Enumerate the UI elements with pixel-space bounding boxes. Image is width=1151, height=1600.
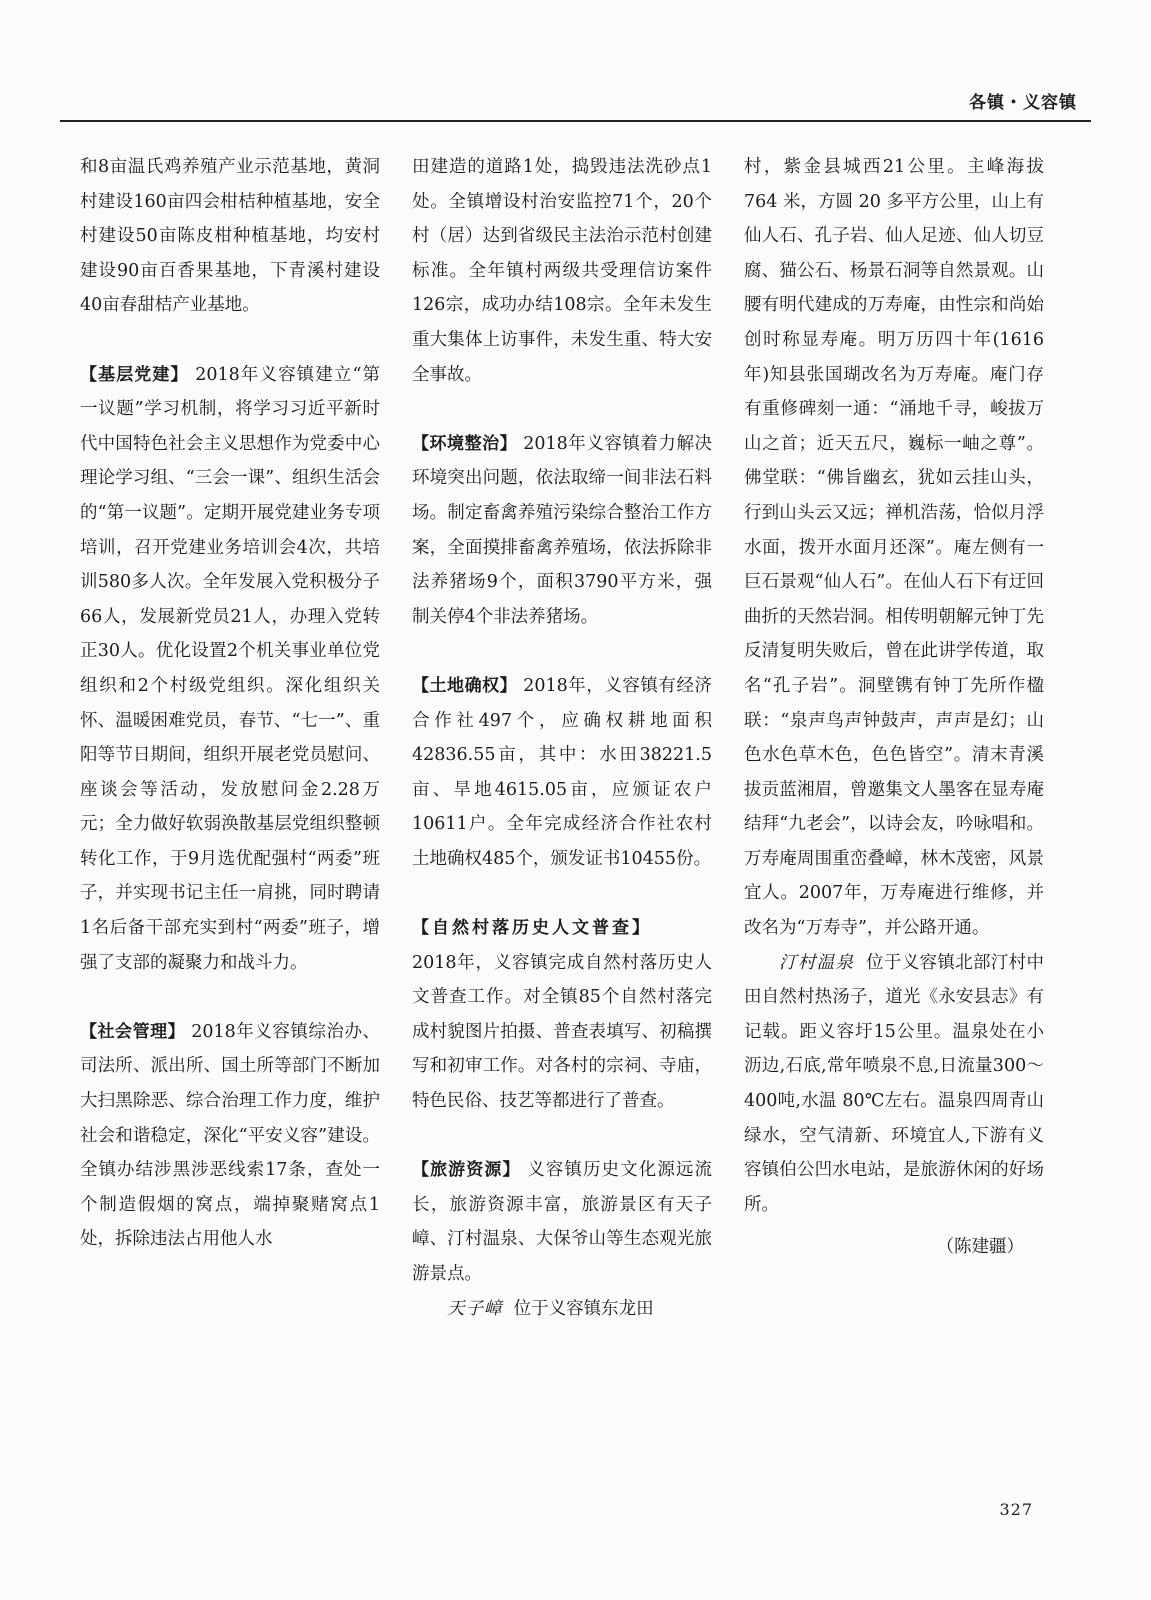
section-title: 【旅游资源】 bbox=[412, 1160, 521, 1181]
spot-tianzi bbox=[412, 1292, 712, 1327]
column-3 bbox=[744, 150, 1044, 1265]
column-2 bbox=[412, 150, 712, 1326]
column-1 bbox=[80, 150, 380, 1257]
section-title: 【基层党建】 bbox=[80, 364, 189, 385]
section-social-management bbox=[80, 1015, 380, 1257]
paragraph: 村，紫金县城西21公里。主峰海拔 764 米，方圆 20 多平方公里，山上有仙人石、孔子岩、仙人足迹、仙人切豆腐、猫公石、杨景石洞等自然景观。山腰有明代建成的万寿庵，由性宗和尚始创时称显寿庵。明万历四十年(1616年)知县张国瑚改名为万寿庵。庵门存有重修碑刻一通：“涌地千寻，峻拔万山之首；近天五尺，巍标一岫之尊”。佛堂联：“佛旨幽玄，犹如云挂山头，行到山头云又远；禅机浩荡，恰似月浮水面，拨开水面月还深”。庵左侧有一巨石景观“仙人石”。在仙人石下有迂回曲折的天然岩洞。相传明朝解元钟丁先反清复明失败后，曾在此讲学传道，取名“孔子岩”。洞壁镌有钟丁先所作楹联：“泉声鸟声钟鼓声，声声是幻；山色水色草木色，色色皆空”。清末青溪拔贡蓝湘眉，曾邀集文人墨客在显寿庵结拜“九老会”，以诗会友，吟咏唱和。万寿庵周围重峦叠嶂，林木茂密，风景宜人。2007年，万寿庵进行维修，并改名为“万寿寺”，并公路开通。 bbox=[744, 157, 1044, 939]
section-text: 2018年，义容镇完成自然村落历史人文普查工作。对全镇85个自然村落完成村貌图片拍摄、普查表填写、初稿撰写和初审工作。对各村的宗祠、寺庙，特色民俗、技艺等都进行了普查。 bbox=[412, 952, 712, 1112]
section-village-survey bbox=[412, 911, 712, 1119]
page-number: 327 bbox=[999, 1500, 1033, 1519]
paragraph: 田建造的道路1处，捣毁违法洗砂点1处。全镇增设村治安监控71个，20个村（居）达到省级民主法治示范村创建标准。全年镇村两级共受理信访案件126宗，成功办结108宗。全年未发生重大集体上访事件，未发生重、特大安全事故。 bbox=[412, 157, 712, 385]
section-tourism bbox=[412, 1153, 712, 1291]
paragraph: 和8亩温氏鸡养殖产业示范基地，黄洞村建设160亩四会柑桔种植基地，安全村建设50亩陈皮柑种植基地，均安村建设90亩百香果基地，下青溪村建设40亩春甜桔产业基地。 bbox=[80, 157, 380, 316]
section-environment bbox=[412, 427, 712, 635]
section-title: 【土地确权】 bbox=[412, 675, 518, 696]
section-title: 【环境整治】 bbox=[412, 433, 518, 454]
spot-text: 位于义容镇东龙田 bbox=[513, 1298, 654, 1319]
section-land-rights bbox=[412, 669, 712, 877]
spot-text: 位于义容镇北部汀村中田自然村热汤子，道光《永安县志》有记载。距义容圩15公里。温泉处在小沥边,石底,常年喷泉不息,日流量300～400吨,水温 80℃左右。温泉四周青山绿水，空气清新、环境宜人,下游有义容镇伯公凹水电站，是旅游休闲的好场所。 bbox=[744, 952, 1044, 1215]
spot-name: 天子嶂 bbox=[447, 1298, 503, 1319]
running-header bbox=[60, 84, 1091, 122]
section-text: 义容镇历史文化源远流长，旅游资源丰富，旅游景区有天子嶂、汀村温泉、大保爷山等生态观光旅游景点。 bbox=[412, 1160, 713, 1284]
section-party-building bbox=[80, 358, 380, 981]
spot-tingcun bbox=[744, 946, 1044, 1223]
section-title: 【社会管理】 bbox=[80, 1021, 186, 1042]
spot-name: 汀村温泉 bbox=[779, 952, 855, 973]
author: （陈建疆） bbox=[936, 1237, 1024, 1258]
section-title: 【自然村落历史人文普查】 bbox=[412, 918, 652, 939]
section-text: 2018年义容镇综治办、司法所、派出所、国土所等部门不断加大扫黑除恶、综合治理工作力度，维护社会和谐稳定，深化“平安义容”建设。全镇办结涉黑涉恶线索17条，查处一个制造假烟的窝点，端掉聚赌窝点1处，拆除违法占用他人水 bbox=[80, 1021, 380, 1250]
header-title: 各镇・义容镇 bbox=[969, 93, 1077, 113]
section-text: 2018年义容镇建立“第一议题”学习机制，将学习习近平新时代中国特色社会主义思想作为党委中心理论学习组、“三会一课”、组织生活会的“第一议题”。定期开展党建业务专项培训，召开党建业务培训会4次，共培训580多人次。全年发展入党积极分子66人，发展新党员21人，办理入党转正30人。优化设置2个机关事业单位党组织和2个村级党组织。深化组织关怀、温暖困难党员，春节、“七一”、重阳等节日期间，组织开展老党员慰问、座谈会等活动，发放慰问金2.28万元；全力做好软弱涣散基层党组织整顿转化工作，于9月选优配强村“两委”班子，并实现书记主任一肩挑，同时聘请1名后备干部充实到村“两委”班子，增强了支部的凝聚力和战斗力。 bbox=[80, 364, 380, 973]
section-text: 2018年，义容镇有经济合作社497个，应确权耕地面积 42836.55亩，其中：水田38221.5亩、旱地4615.05亩，应颁证农户10611户。全年完成经济合作社农村土地确权485个，颁发证书10455份。 bbox=[412, 675, 712, 869]
section-text: 2018年义容镇着力解决环境突出问题，依法取缔一间非法石料场。制定畜禽养殖污染综合整治工作方案，全面摸排畜禽养殖场，依法拆除非法养猪场9个，面积3790平方米，强制关停4个非法养猪场。 bbox=[412, 433, 712, 627]
